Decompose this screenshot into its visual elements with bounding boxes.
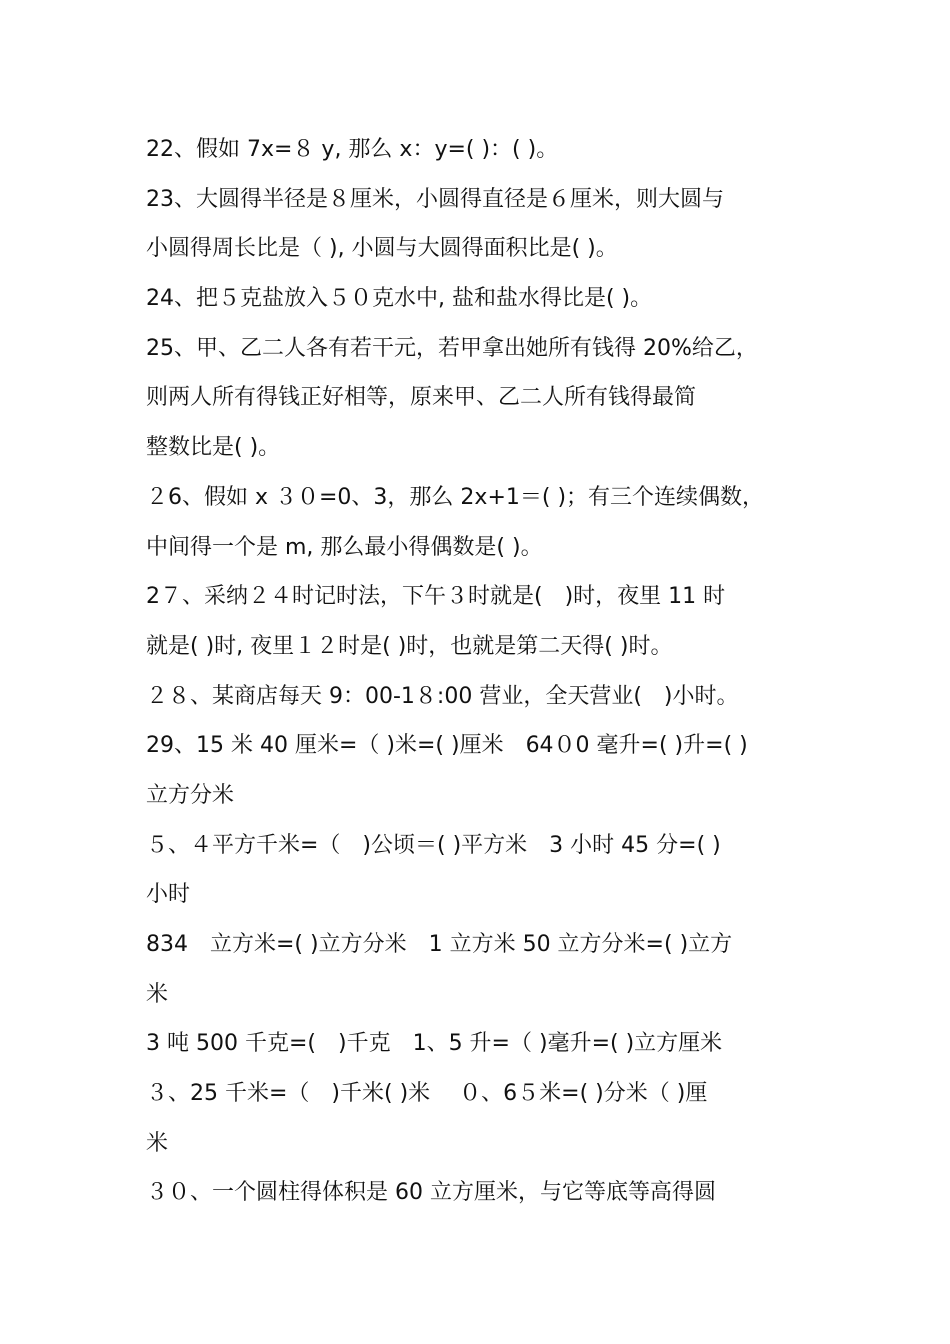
- text-line: 则两人所有得钱正好相等，原来甲、乙二人所有钱得最简: [146, 385, 697, 411]
- text-line: 2７、采纳２４时记时法，下午３时就是( )时，夜里 11 时: [146, 584, 726, 610]
- text-line: 25、甲、乙二人各有若干元，若甲拿出她所有钱得 20%给乙，: [146, 335, 758, 361]
- text-line: 23、大圆得半径是８厘米，小圆得直径是６厘米，则大圆与: [146, 186, 724, 212]
- text-line: 米: [146, 981, 169, 1007]
- text-line: 3 吨 500 千克=( )千克 1、5 升=（ )毫升=( )立方厘米: [146, 1031, 723, 1057]
- text-line: ５、４平方千米=（ )公顷＝( )平方米 3 小时 45 分=( ): [146, 832, 721, 858]
- text-line: 24、把５克盐放入５０克水中, 盐和盐水得比是( )。: [146, 286, 653, 312]
- text-line: 834 立方米=( )立方分米 1 立方米 50 立方分米=( )立方: [146, 932, 733, 957]
- text-line: 小圆得周长比是（ ), 小圆与大圆得面积比是( )。: [146, 236, 618, 262]
- text-line: 整数比是( )。: [146, 435, 281, 461]
- text-line: 立方分米: [146, 782, 235, 808]
- text-line: 中间得一个是 m, 那么最小得偶数是( )。: [146, 534, 543, 560]
- text-line: 就是( )时, 夜里１２时是( )时，也就是第二天得( )时。: [146, 633, 673, 659]
- text-line: ３０、一个圆柱得体积是 60 立方厘米，与它等底等高得圆: [146, 1180, 716, 1206]
- text-line: ３、25 千米=（ )千米( )米 ０、6５米=( )分米（ )厘: [146, 1081, 708, 1107]
- text-line: 22、假如 7x=８ y, 那么 x：y=( )：( )。: [146, 137, 559, 162]
- text-line: 29、15 米 40 厘米=（ )米=( )厘米 64０0 毫升=( )升=( ): [146, 733, 748, 759]
- text-line: ２6、假如 x ３０=0、3，那么 2x+1＝( )；有三个连续偶数，: [146, 484, 765, 510]
- text-body: [146, 130, 826, 1223]
- text-line: 米: [146, 1130, 169, 1156]
- text-line: ２８、某商店每天 9：00-1８:00 营业，全天营业( )小时。: [146, 683, 739, 709]
- text-line: 小时: [146, 882, 191, 908]
